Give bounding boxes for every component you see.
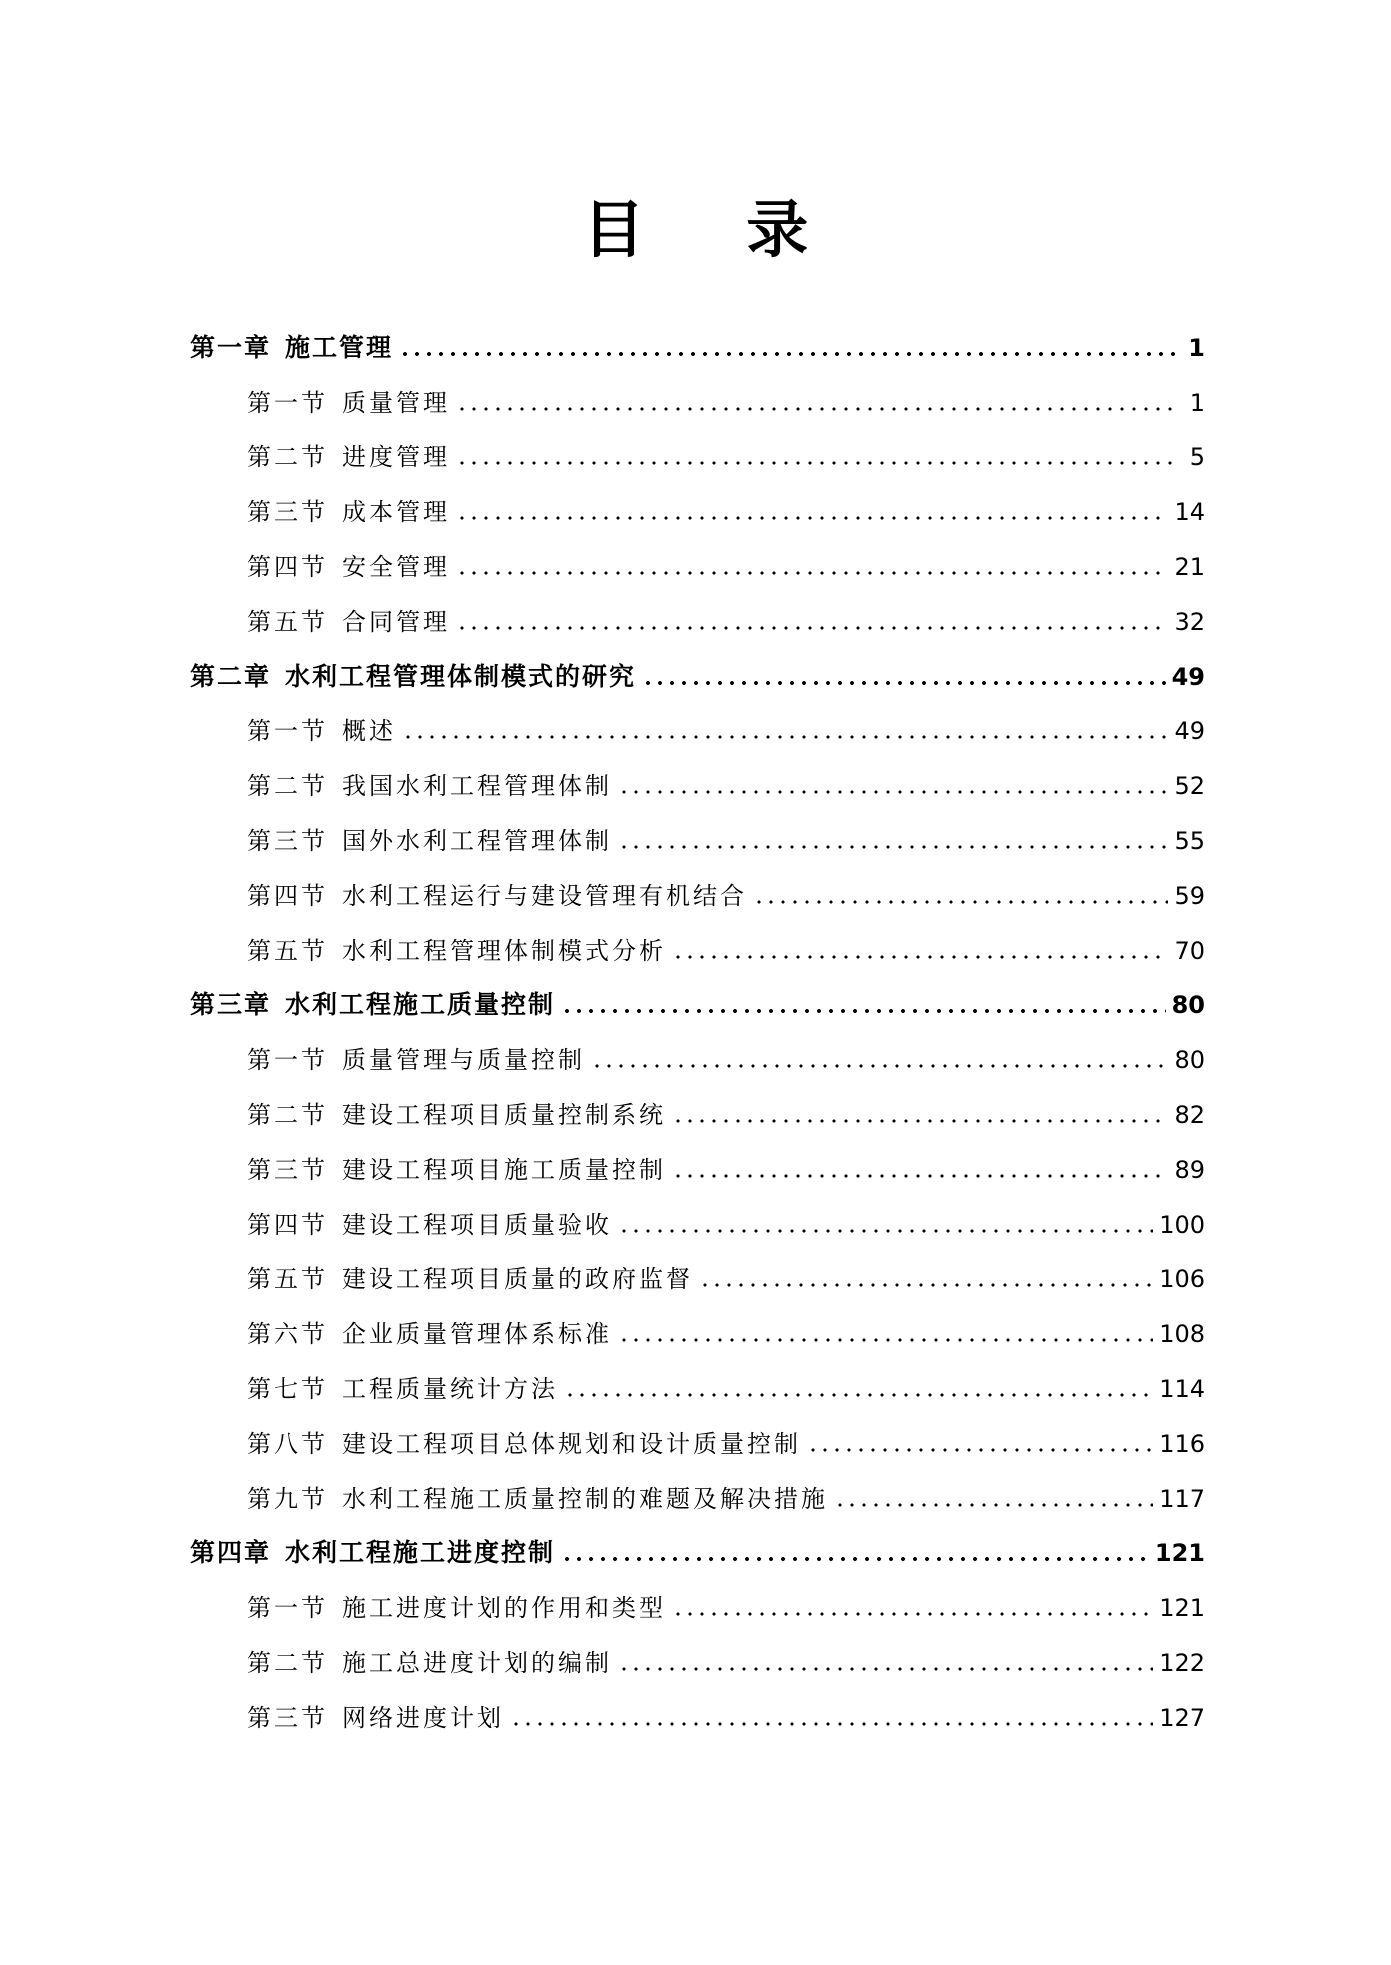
dot-leader: [456, 461, 1179, 465]
entry-title: 质量管理与质量控制: [342, 1046, 585, 1075]
entry-page-number: 80: [1174, 1046, 1205, 1075]
toc-section-entry[interactable]: [190, 539, 1205, 594]
entry-page-number: 122: [1159, 1648, 1205, 1677]
dot-leader: [672, 955, 1168, 959]
entry-page-number: 1: [1189, 388, 1205, 417]
toc-chapter-entry[interactable]: [190, 320, 1205, 375]
toc-section-entry[interactable]: [190, 1142, 1205, 1197]
entry-page-number: 49: [1171, 662, 1205, 691]
dot-leader: [807, 1448, 1153, 1452]
dot-leader: [564, 1393, 1153, 1397]
toc-section-entry[interactable]: [190, 1197, 1205, 1252]
toc-section-entry[interactable]: [190, 704, 1205, 759]
entry-page-number: 106: [1159, 1265, 1205, 1294]
entry-label: 第四节: [247, 881, 328, 910]
entry-title: 水利工程管理体制模式分析: [342, 936, 666, 965]
entry-page-number: 52: [1174, 772, 1205, 801]
dot-leader: [456, 571, 1168, 575]
toc-section-entry[interactable]: [190, 484, 1205, 539]
entry-title: 网络进度计划: [342, 1703, 504, 1732]
entry-title: 进度管理: [342, 443, 450, 472]
entry-title: 建设工程项目施工质量控制: [342, 1155, 666, 1184]
dot-leader: [618, 845, 1168, 849]
entry-label: 第三节: [247, 1703, 328, 1732]
entry-label: 第一节: [247, 388, 328, 417]
toc-section-entry[interactable]: [190, 1690, 1205, 1745]
toc-section-entry[interactable]: [190, 1635, 1205, 1690]
entry-label: 第五节: [247, 1265, 328, 1294]
entry-page-number: 100: [1159, 1210, 1205, 1239]
dot-leader: [456, 516, 1168, 520]
entry-label: 第一节: [247, 717, 328, 746]
entry-label: 第一节: [247, 1594, 328, 1623]
entry-page-number: 49: [1174, 717, 1205, 746]
entry-label: 第三章: [190, 990, 272, 1020]
entry-title: 水利工程施工质量控制: [285, 990, 556, 1020]
entry-page-number: 32: [1174, 607, 1205, 636]
table-of-contents: [190, 320, 1205, 1745]
toc-section-entry[interactable]: [190, 1361, 1205, 1416]
dot-leader: [642, 681, 1166, 685]
entry-label: 第五节: [247, 936, 328, 965]
entry-title: 国外水利工程管理体制: [342, 826, 612, 855]
entry-label: 第四节: [247, 1210, 328, 1239]
entry-page-number: 21: [1174, 552, 1205, 581]
dot-leader: [399, 352, 1179, 356]
entry-page-number: 127: [1159, 1703, 1205, 1732]
dot-leader: [699, 1283, 1153, 1287]
entry-page-number: 59: [1174, 881, 1205, 910]
toc-section-entry[interactable]: [190, 594, 1205, 649]
entry-page-number: 117: [1159, 1484, 1205, 1513]
entry-title: 企业质量管理体系标准: [342, 1320, 612, 1349]
entry-title: 成本管理: [342, 498, 450, 527]
dot-leader: [561, 1557, 1149, 1561]
entry-label: 第二章: [190, 661, 272, 691]
entry-page-number: 89: [1174, 1155, 1205, 1184]
entry-title: 建设工程项目总体规划和设计质量控制: [342, 1429, 801, 1458]
entry-label: 第九节: [247, 1484, 328, 1513]
toc-section-entry[interactable]: [190, 1252, 1205, 1307]
entry-label: 第六节: [247, 1320, 328, 1349]
toc-section-entry[interactable]: [190, 430, 1205, 485]
entry-page-number: 80: [1171, 991, 1205, 1020]
entry-page-number: 1: [1188, 333, 1205, 362]
toc-section-entry[interactable]: [190, 1416, 1205, 1471]
toc-section-entry[interactable]: [190, 1471, 1205, 1526]
entry-page-number: 121: [1154, 1539, 1205, 1568]
entry-title: 合同管理: [342, 607, 450, 636]
entry-label: 第三节: [247, 498, 328, 527]
entry-label: 第四节: [247, 552, 328, 581]
entry-title: 我国水利工程管理体制: [342, 772, 612, 801]
entry-page-number: 114: [1159, 1374, 1205, 1403]
entry-page-number: 55: [1174, 826, 1205, 855]
dot-leader: [753, 900, 1168, 904]
entry-title: 质量管理: [342, 388, 450, 417]
entry-title: 建设工程项目质量验收: [342, 1210, 612, 1239]
page-title: 目 录: [582, 193, 849, 266]
entry-label: 第七节: [247, 1374, 328, 1403]
entry-title: 施工进度计划的作用和类型: [342, 1594, 666, 1623]
entry-page-number: 116: [1159, 1429, 1205, 1458]
toc-section-entry[interactable]: [190, 1580, 1205, 1635]
dot-leader: [510, 1722, 1153, 1726]
toc-section-entry[interactable]: [190, 1032, 1205, 1087]
toc-section-entry[interactable]: [190, 1306, 1205, 1361]
entry-title: 安全管理: [342, 552, 450, 581]
entry-page-number: 14: [1174, 498, 1205, 527]
entry-label: 第二节: [247, 1100, 328, 1129]
entry-page-number: 121: [1159, 1594, 1205, 1623]
dot-leader: [834, 1503, 1153, 1507]
entry-title: 施工总进度计划的编制: [342, 1648, 612, 1677]
dot-leader: [561, 1009, 1166, 1013]
entry-title: 建设工程项目质量控制系统: [342, 1100, 666, 1129]
entry-label: 第二节: [247, 443, 328, 472]
entry-title: 水利工程管理体制模式的研究: [285, 661, 637, 691]
entry-label: 第一章: [190, 332, 272, 362]
entry-label: 第二节: [247, 772, 328, 801]
dot-leader: [402, 735, 1168, 739]
toc-chapter-entry[interactable]: [190, 1526, 1205, 1581]
toc-section-entry[interactable]: [190, 868, 1205, 923]
dot-leader: [672, 1174, 1168, 1178]
toc-chapter-entry[interactable]: [190, 649, 1205, 704]
entry-page-number: 82: [1174, 1100, 1205, 1129]
entry-page-number: 5: [1189, 443, 1205, 472]
entry-title: 水利工程施工质量控制的难题及解决措施: [342, 1484, 828, 1513]
dot-leader: [456, 407, 1179, 411]
dot-leader: [618, 790, 1168, 794]
dot-leader: [618, 1338, 1153, 1342]
entry-label: 第四章: [190, 1538, 272, 1568]
toc-section-entry[interactable]: [190, 1087, 1205, 1142]
toc-chapter-entry[interactable]: [190, 978, 1205, 1033]
entry-title: 工程质量统计方法: [342, 1374, 558, 1403]
entry-label: 第八节: [247, 1429, 328, 1458]
dot-leader: [618, 1667, 1153, 1671]
entry-label: 第三节: [247, 826, 328, 855]
entry-title: 施工管理: [285, 332, 394, 362]
toc-section-entry[interactable]: [190, 375, 1205, 430]
dot-leader: [456, 626, 1168, 630]
dot-leader: [591, 1064, 1168, 1068]
entry-page-number: 70: [1174, 936, 1205, 965]
dot-leader: [618, 1229, 1153, 1233]
dot-leader: [672, 1612, 1153, 1616]
entry-title: 概述: [342, 717, 396, 746]
entry-title: 水利工程运行与建设管理有机结合: [342, 881, 747, 910]
toc-section-entry[interactable]: [190, 813, 1205, 868]
toc-section-entry[interactable]: [190, 923, 1205, 978]
entry-label: 第三节: [247, 1155, 328, 1184]
entry-label: 第二节: [247, 1648, 328, 1677]
entry-title: 建设工程项目质量的政府监督: [342, 1265, 693, 1294]
entry-label: 第五节: [247, 607, 328, 636]
entry-title: 水利工程施工进度控制: [285, 1538, 556, 1568]
entry-label: 第一节: [247, 1046, 328, 1075]
dot-leader: [672, 1119, 1168, 1123]
toc-section-entry[interactable]: [190, 758, 1205, 813]
entry-page-number: 108: [1159, 1320, 1205, 1349]
